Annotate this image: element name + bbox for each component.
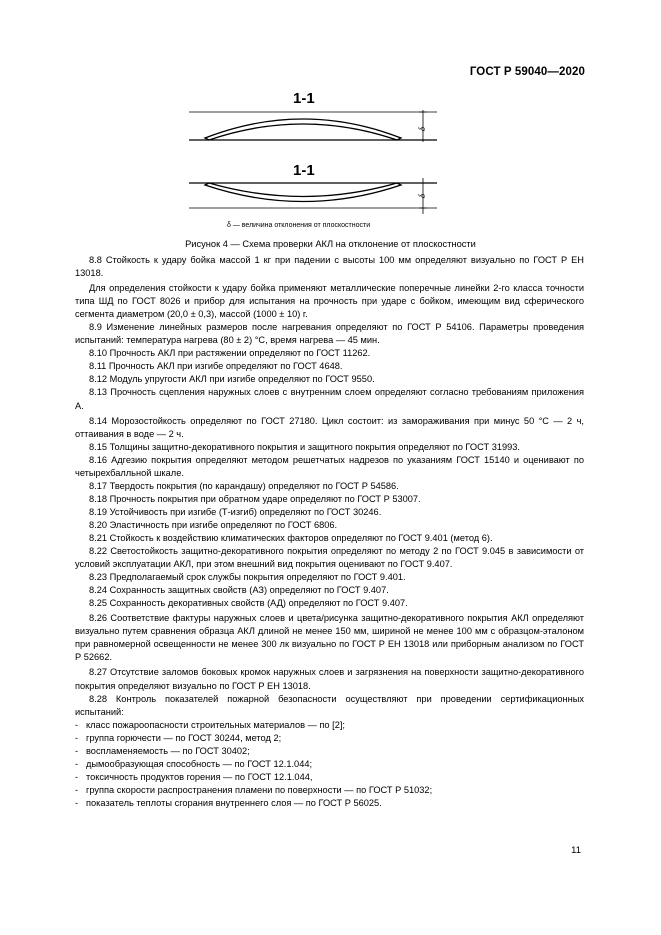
list-item: - группа горючести — по ГОСТ 30244, метод 2; [75,732,584,745]
paragraph: 8.20 Эластичность при изгибе определяют по ГОСТ 6806. [89,519,338,530]
paragraph: 8.9 Изменение линейных размеров после нагревания определяют по ГОСТ Р 54106. Параметры проведения испытаний: температура нагрева (80 ± 2) °С, время нагрева — 45 мин. [75,322,584,346]
paragraph: 8.28 Контроль показателей пожарной безопасности осуществляют при проведении сертификационных испытаний: [75,693,584,717]
flatness-diagram [175,86,455,226]
fire-safety-list [75,719,584,810]
figure-legend: δ — величина отклонения от плоскостности [227,222,371,229]
paragraph: 8.27 Отсутствие заломов боковых кромок наружных слоев и загрязнения на поверхности защитно-декоративного покрытия определяют визуально по ГОСТ Р ЕН 13018. [75,667,584,691]
paragraph: 8.25 Сохранность декоративных свойств (АД) определяют по ГОСТ 9.407. [89,598,408,609]
section-label-top: 1-1 [293,90,315,107]
paragraph: 8.12 Модуль упругости АКЛ при изгибе определяют по ГОСТ 9550. [89,374,375,385]
paragraph: 8.17 Твердость покрытия (по карандашу) определяют по ГОСТ Р 54586. [89,480,399,491]
paragraph: 8.18 Прочность покрытия при обратном ударе определяют по ГОСТ Р 53007. [89,493,421,504]
paragraph: 8.8 Стойкость к удару бойка массой 1 кг при падении с высоты 100 мм определяют визуально по ГОСТ Р ЕН 13018. [75,255,584,279]
paragraph: 8.11 Прочность АКЛ при изгибе определяют по ГОСТ 4648. [89,361,343,372]
list-item: - класс пожароопасности строительных материалов — по [2]; [75,719,584,732]
paragraph: 8.26 Соответствие фактуры наружных слоев и цвета/рисунка защитно-декоративного покрытия АКЛ определяют визуально путем сравнения образца АКЛ длиной не менее 150 мм, шириной не менее 100 мм с образцом-эталоном при равномерной освещенности не менее 300 лк визуально по ГОСТ Р ЕН 13018 или приборным анализом по ГОСТ Р 52662. [75,613,584,663]
list-item: - показатель теплоты сгорания внутреннего слоя — по ГОСТ Р 56025. [75,797,584,810]
delta-symbol-top: δ [417,126,427,132]
paragraph: 8.15 Толщины защитно-декоративного покрытия и защитного покрытия определяют по ГОСТ 31993. [89,441,520,452]
document-body [75,254,584,810]
paragraph: 8.10 Прочность АКЛ при растяжении определяют по ГОСТ 11262. [89,348,371,359]
list-item: - группа скорости распространения пламени по поверхности — по ГОСТ Р 51032; [75,784,584,797]
list-item: - дымообразующая способность — по ГОСТ 12.1.044; [75,758,584,771]
section-label-bottom: 1-1 [293,162,315,179]
paragraph: 8.14 Морозостойкость определяют по ГОСТ 27180. Цикл состоит: из замораживания при минус 50 °С — 2 ч, оттаивания в воде — 2 ч. [75,415,584,439]
paragraph: Для определения стойкости к удару бойка применяют металлические поперечные линейки 2-го класса точности типа ШД по ГОСТ 8026 и прибор для испытания на прочность при ударе с бойком, имеющим вид сферического сегмента диаметром (20,0 ± 0,3), массой (1000 ± 10) г. [75,283,584,320]
paragraph: 8.13 Прочность сцепления наружных слоев с внутренним слоем определяют согласно требованиям приложения А. [75,387,584,411]
paragraph: 8.22 Светостойкость защитно-декоративного покрытия определяют по методу 2 по ГОСТ 9.045 в зависимости от условий эксплуатации АКЛ, при этом внешний вид покрытия оценивают по ГОСТ 9.407. [75,546,584,570]
paragraph: 8.24 Сохранность защитных свойств (АЗ) определяют по ГОСТ 9.407. [89,585,389,596]
bowed-panel-bottom [205,183,401,202]
paragraph: 8.21 Стойкость к воздействию климатических факторов определяют по ГОСТ 9.401 (метод 6). [89,532,493,543]
list-item: - токсичность продуктов горения — по ГОСТ 12.1.044, [75,771,584,784]
figure-caption: Рисунок 4 — Схема проверки АКЛ на отклонение от плоскостности [185,239,476,249]
delta-symbol-bottom: δ [417,193,427,199]
paragraph: 8.16 Адгезию покрытия определяют методом решетчатых надрезов по указаниям ГОСТ 15140 и оценивают по четырехбалльной шкале. [75,454,584,478]
bowed-panel-top [205,119,401,140]
paragraph: 8.19 Устойчивость при изгибе (Т-изгиб) определяют по ГОСТ 30246. [89,506,382,517]
list-item: - воспламеняемость — по ГОСТ 30402; [75,745,584,758]
page-number: 11 [571,845,581,856]
paragraph: 8.23 Предполагаемый срок службы покрытия определяют по ГОСТ 9.401. [89,572,406,583]
standard-header: ГОСТ Р 59040—2020 [469,66,585,78]
